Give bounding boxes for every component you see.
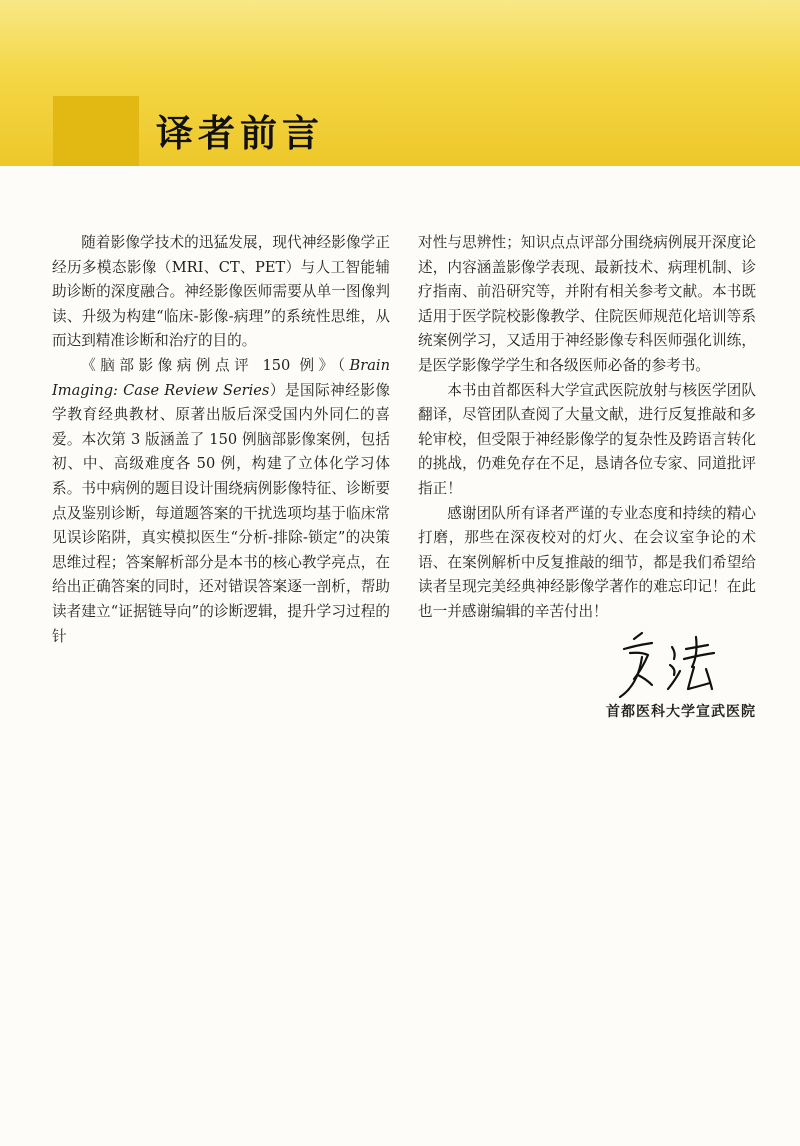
right-column (418, 231, 756, 625)
book-english-title: Brain Imaging: Case Review Series (52, 356, 390, 399)
paragraph-book-description-continued: 对性与思辨性；知识点点评部分围绕病例展开深度论述，内容涵盖影像学表现、最新技术、病理机制、诊疗指南、前沿研究等，并附有相关参考文献。本书既适用于医学院校影像教学、住院医师规范化培训等系统案例学习，又适用于神经影像专科医师强化训练，是医学影像学学生和各级医师必备的参考书。 (418, 234, 756, 374)
paragraph-book-description-rest: ）是国际神经影像学教育经典教材、原著出版后深受国内外同仁的喜爱。本次第 3 版涵盖了 150 例脑部影像案例，包括初、中、高级难度各 50 例，构建了立体化学习体系。书中病例的题目设计围绕病例影像特征、诊断要点及鉴别诊断，每道题答案的干扰选项均基于临床常见误诊陷阱，真实模拟医生“分析-排除-锁定”的决策思维过程；答案解析部分是本书的核心教学亮点，在给出正确答案的同时，还对错误答案逐一剖析，帮助读者建立“证据链导向”的诊断逻辑，提升学习过程的针 (52, 381, 390, 645)
left-column (52, 231, 390, 649)
paragraph-translation-team: 本书由首都医科大学宣武医院放射与核医学团队翻译，尽管团队查阅了大量文献，进行反复推敲和多轮审校，但受限于神经影像学的复杂性及跨语言转化的挑战，仍难免存在不足，恳请各位专家、同道批评指正！ (418, 381, 756, 497)
paragraph-book-description-start: 《脑部影像病例点评 150 例》（ (81, 356, 350, 374)
paragraph-acknowledgement: 感谢团队所有译者严谨的专业态度和持续的精心打磨，那些在深夜校对的灯火、在会议室争论的术语、在案例解析中反复推敲的细节，都是我们希望给读者呈现完美经典神经影像学著作的难忘印记！在此也一并感谢编辑的辛苦付出！ (418, 504, 756, 620)
title-accent-square (53, 96, 139, 166)
page-title: 译者前言 (156, 112, 324, 155)
handwritten-signature (612, 625, 732, 705)
paragraph-intro: 随着影像学技术的迅猛发展，现代神经影像学正经历多模态影像（MRI、CT、PET）与人工智能辅助诊断的深度融合。神经影像医师需要从单一图像判读、升级为构建“临床-影像-病理”的系统性思维，从而达到精准诊断和治疗的目的。 (52, 234, 390, 350)
paragraph-book-description (52, 354, 390, 649)
translator-institution: 首都医科大学宣武医院 (606, 704, 756, 720)
